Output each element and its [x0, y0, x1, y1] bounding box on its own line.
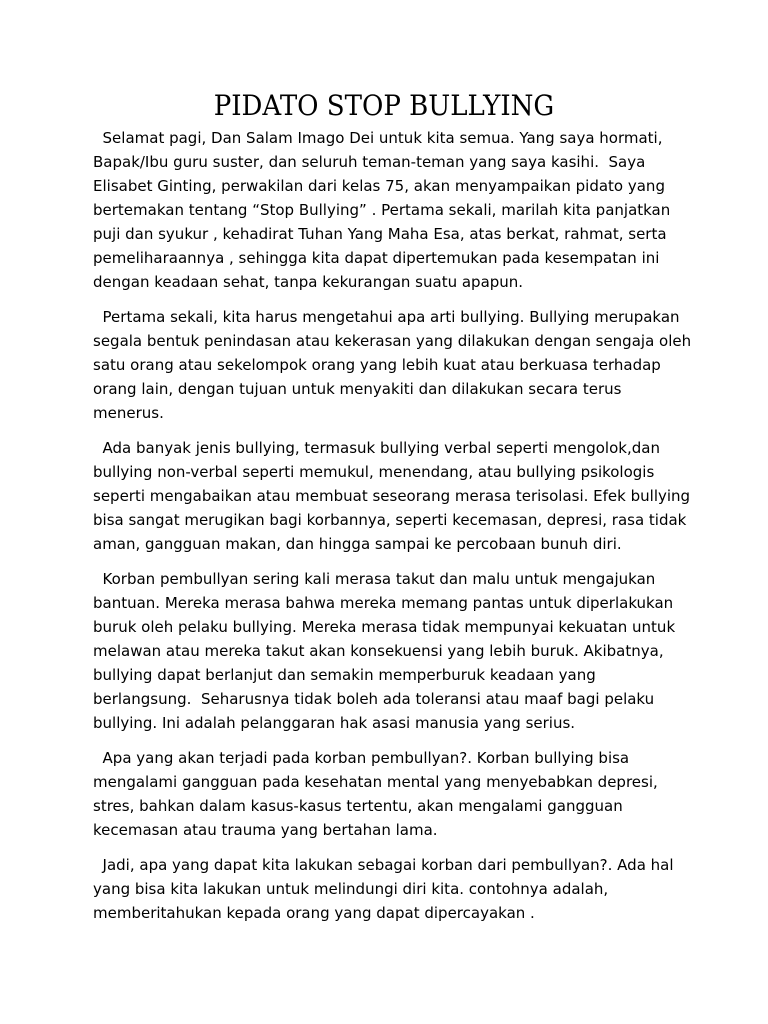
text-line: bullying dapat berlanjut dan semakin memperburuk keadaan yang — [93, 666, 596, 684]
text-line: Korban pembullyan sering kali merasa takut dan malu untuk mengajukan — [93, 570, 656, 588]
text-line: Ada banyak jenis bullying, termasuk bullying verbal seperti mengolok,dan — [93, 439, 660, 457]
text-line: pemeliharaannya , sehingga kita dapat dipertemukan pada kesempatan ini — [93, 249, 660, 267]
text-line: Bapak/Ibu guru suster, dan seluruh teman-teman yang saya kasihi. Saya — [93, 153, 646, 171]
paragraph — [93, 126, 683, 294]
text-line: yang bisa kita lakukan untuk melindungi diri kita. contohnya adalah, — [93, 880, 609, 898]
text-line: bertemakan tentang “Stop Bullying” . Pertama sekali, marilah kita panjatkan — [93, 201, 671, 219]
paragraph — [93, 567, 683, 735]
text-line: satu orang atau sekelompok orang yang lebih kuat atau berkuasa terhadap — [93, 356, 661, 374]
text-line: memberitahukan kepada orang yang dapat dipercayakan . — [93, 904, 535, 922]
text-line: kecemasan atau trauma yang bertahan lama. — [93, 821, 438, 839]
text-line: Jadi, apa yang dapat kita lakukan sebagai korban dari pembullyan?. Ada hal — [93, 856, 674, 874]
text-line: menerus. — [93, 404, 164, 422]
text-line: seperti mengabaikan atau membuat seseorang merasa terisolasi. Efek bullying — [93, 487, 691, 505]
text-line: aman, gangguan makan, dan hingga sampai ke percobaan bunuh diri. — [93, 535, 622, 553]
text-line: bullying. Ini adalah pelanggaran hak asasi manusia yang serius. — [93, 714, 576, 732]
text-line: Selamat pagi, Dan Salam Imago Dei untuk kita semua. Yang saya hormati, — [93, 129, 663, 147]
text-line: buruk oleh pelaku bullying. Mereka merasa tidak mempunyai kekuatan untuk — [93, 618, 676, 636]
text-line: melawan atau mereka takut akan konsekuensi yang lebih buruk. Akibatnya, — [93, 642, 664, 660]
text-line: dengan keadaan sehat, tanpa kekurangan suatu apapun. — [93, 273, 524, 291]
text-line: stres, bahkan dalam kasus-kasus tertentu, akan mengalami gangguan — [93, 797, 623, 815]
paragraph — [93, 436, 691, 556]
text-line: bantuan. Mereka merasa bahwa mereka memang pantas untuk diperlakukan — [93, 594, 674, 612]
document-body — [93, 126, 692, 936]
text-line: bullying non-verbal seperti memukul, menendang, atau bullying psikologis — [93, 463, 655, 481]
paragraph — [93, 305, 692, 425]
document-title: PIDATO STOP BULLYING — [213, 89, 555, 122]
paragraph — [93, 746, 683, 842]
text-line: Pertama sekali, kita harus mengetahui apa arti bullying. Bullying merupakan — [93, 308, 680, 326]
text-line: orang lain, dengan tujuan untuk menyakiti dan dilakukan secara terus — [93, 380, 622, 398]
text-line: Apa yang akan terjadi pada korban pembullyan?. Korban bullying bisa — [93, 749, 630, 767]
text-line: mengalami gangguan pada kesehatan mental yang menyebabkan depresi, — [93, 773, 658, 791]
text-line: Elisabet Ginting, perwakilan dari kelas 75, akan menyampaikan pidato yang — [93, 177, 665, 195]
text-line: berlangsung. Seharusnya tidak boleh ada toleransi atau maaf bagi pelaku — [93, 690, 655, 708]
text-line: bisa sangat merugikan bagi korbannya, seperti kecemasan, depresi, rasa tidak — [93, 511, 687, 529]
text-line: segala bentuk penindasan atau kekerasan yang dilakukan dengan sengaja oleh — [93, 332, 692, 350]
text-line: puji dan syukur , kehadirat Tuhan Yang Maha Esa, atas berkat, rahmat, serta — [93, 225, 667, 243]
paragraph — [93, 853, 683, 925]
